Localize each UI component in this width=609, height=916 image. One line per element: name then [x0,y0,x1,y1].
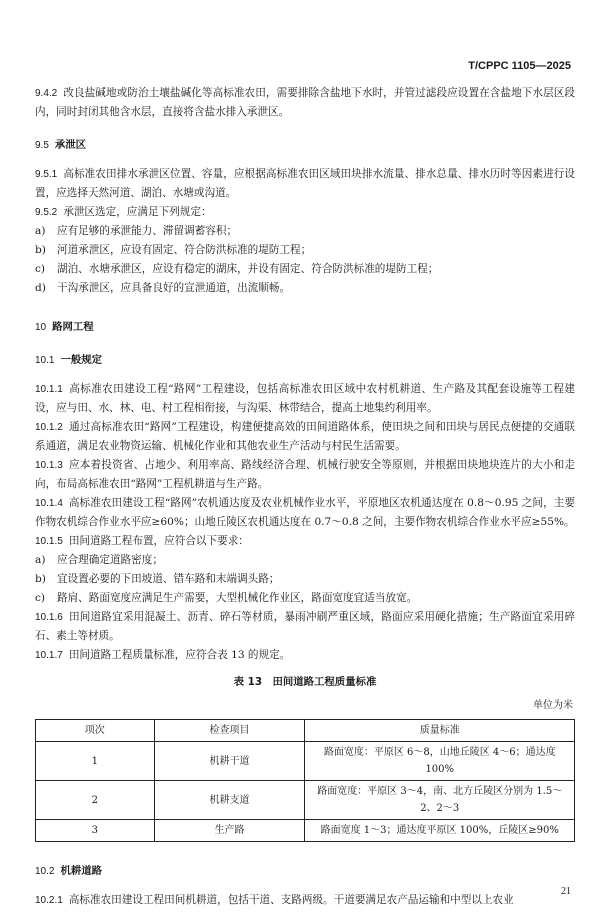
list-text: 路肩、路面宽度应满足生产需要，大型机械化作业区，路面宽度宜适当放宽。 [57,592,418,604]
clause-text: 高标准农田建设工程田间机耕道，包括干道、支路两级。干道要满足农产品运输和中型以上农业 [68,894,514,906]
table-caption: 表 13 田间道路工程质量标准 [233,676,377,688]
list-item [35,241,575,260]
clause-10-1-7 [35,646,575,665]
list-item [35,570,575,589]
header-cell: 检查项目 [154,720,305,742]
table-row [36,742,575,781]
table-cell: 路面宽度：平原区 6～8，山地丘陵区 4～6；通达度 100% [305,742,575,781]
clause-text: 改良盐碱地或防治土壤盐碱化等高标准农田，需要排除含盐地下水时，并管过滤段应设置在含盐地下水层区段内，同时封闭其他含水层，直接将含盐水排入承泄区。 [35,87,575,118]
list-marker: c) [35,263,46,275]
clause-10-1-1 [35,380,575,418]
heading-number: 10.2 [35,866,55,877]
list-item [35,551,575,570]
clause-text: 应本着投资省、占地少、利用率高、路线经济合理、机械行驶安全等原则，并根据田块地块连片的大小和走向，布局高标准农田“路网”工程机耕道与生产路。 [35,459,575,490]
heading-9-5 [35,136,575,155]
list-text: 宜设置必要的下田坡道、错车路和末端调头路； [57,573,280,585]
clause-text: 高标准农田建设工程“路网”农机通达度及农业机械作业水平，平原地区农机通达度在 0.8～0.95 之间，主要作物农机综合作业水平应≥60%；山地丘陵区农机通达度在 0.7～0.8 之间，主要作物农机综合作业水平应≥55%。 [35,497,575,528]
heading-title: 机耕道路 [60,865,103,877]
heading-10-1 [35,351,575,370]
list-item [35,589,575,608]
clause-10-1-3 [35,456,575,494]
clause-10-1-5 [35,532,575,551]
page-content [35,84,575,910]
list-text: 应合理确定道路密度； [57,554,163,566]
clause-10-1-4 [35,494,575,532]
clause-text: 通过高标准农田“路网”工程建设，构建便捷高效的田间道路体系，使田块之间和田块与居民点便捷的交通联系通道，满足农业物资运输、机械化作业和其他农业生产活动与村民生活需要。 [35,421,575,452]
clause-number: 10.1.2 [35,422,63,433]
table-unit: 单位为米 [533,700,573,711]
clause-10-1-2 [35,418,575,456]
clause-number: 10.1.6 [35,612,63,623]
table-cell: 2 [36,781,155,820]
list-marker: b) [35,244,46,256]
clause-text: 高标准农田建设工程“路网”工程建设，包括高标准农田区域中农村机耕道、生产路及其配套设施等工程建设，应与田、水、林、电、村工程相衔接，与沟渠、林带结合，提高土地集约利用率。 [35,383,575,414]
list-text: 应有足够的承泄能力、滞留调蓄容积； [57,225,238,237]
list-item [35,279,575,298]
heading-title: 承泄区 [54,139,87,151]
header-cell: 质量标准 [305,720,575,742]
heading-10 [35,318,575,337]
table-cell: 1 [36,742,155,781]
quality-standard-table [35,719,575,842]
clause-text: 田间道路工程布置，应符合以下要求： [68,535,249,547]
list-text: 干沟承泄区，应具备良好的宣泄通道，出流顺畅。 [57,282,291,294]
table-cell: 机耕支道 [154,781,305,820]
clause-number: 10.2.1 [35,895,63,906]
clause-9-4-2 [35,84,575,122]
clause-number: 9.5.2 [35,207,58,218]
heading-number: 10.1 [35,355,55,366]
clause-9-5-2 [35,203,575,222]
heading-number: 9.5 [35,140,49,151]
table-row [36,820,575,842]
clause-number: 10.1.3 [35,460,63,471]
table-header-row [36,720,575,742]
clause-text: 田间道路宜采用混凝土、沥青、碎石等材质，暴雨冲刷严重区域，路面应采用硬化措施；生产路面宜采用碎石、素土等材质。 [35,611,575,642]
heading-10-2 [35,862,575,881]
list-marker: b) [35,573,46,585]
clause-number: 9.4.2 [35,88,58,99]
heading-number: 10 [35,322,47,333]
list-marker: c) [35,592,46,604]
clause-9-5-1 [35,165,575,203]
clause-number: 10.1.7 [35,650,63,661]
standard-code: T/CPPC 1105—2025 [468,60,571,72]
list-text: 河道承泄区，应设有固定、符合防洪标准的堤防工程； [57,244,312,256]
clause-number: 10.1.5 [35,536,63,547]
table-cell: 3 [36,820,155,842]
list-marker: d) [35,282,46,294]
header-cell: 项次 [36,720,155,742]
table-cell: 机耕干道 [154,742,305,781]
table-cell: 路面宽度：平原区 3～4，南、北方丘陵区分别为 1.5～2、2～3 [305,781,575,820]
clause-text: 高标准农田排水承泄区位置、容量，应根据高标准农田区域田块排水流量、排水总量、排水历时等因素进行设置，应选择天然河道、湖泊、水塘或沟道。 [35,168,575,199]
table-cell: 生产路 [154,820,305,842]
clause-text: 承泄区选定，应满足下列规定： [63,206,212,218]
list-marker: a) [35,225,46,237]
heading-title: 一般规定 [60,354,103,366]
clause-10-2-1 [35,891,575,910]
list-item [35,222,575,241]
list-text: 湖泊、水塘承泄区，应设有稳定的湖床，并设有固定、符合防洪标准的堤防工程； [57,263,439,275]
page-number: 21 [561,886,571,897]
table-row [36,781,575,820]
list-item [35,260,575,279]
clause-number: 10.1.1 [35,384,63,395]
list-marker: a) [35,554,46,566]
clause-number: 9.5.1 [35,169,58,180]
clause-10-1-6 [35,608,575,646]
table-cell: 路面宽度 1～3；通达度平原区 100%，丘陵区≥90% [305,820,575,842]
clause-text: 田间道路工程质量标准，应符合表 13 的规定。 [68,649,291,661]
heading-title: 路网工程 [52,321,94,333]
clause-number: 10.1.4 [35,498,63,509]
